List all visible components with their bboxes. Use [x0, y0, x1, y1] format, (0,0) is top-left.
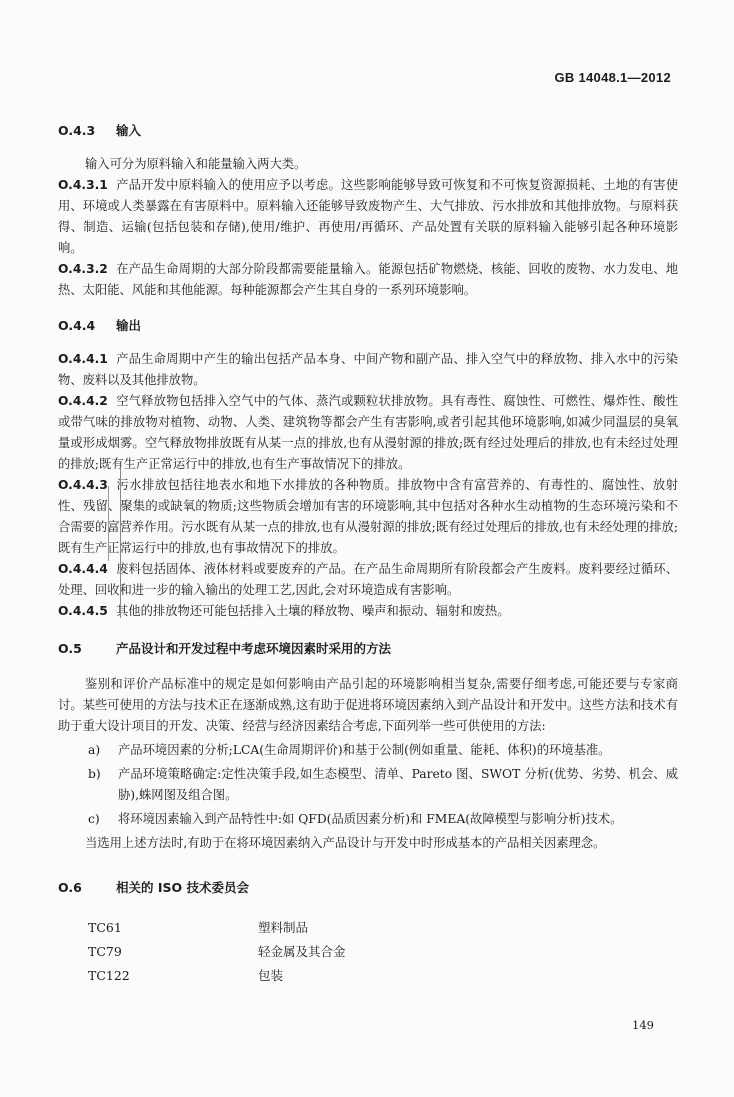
clause-text: 空气释放物包括排入空气中的气体、蒸汽或颗粒状排放物。具有毒性、腐蚀性、可燃性、爆炸性、酸性或带气味的排放物对植物、动物、人类、建筑物等都会产生有害影响,或者引起其他环境影响,如减少同温层的臭氧量或形成烟雾。空气释放物排放既有从某一点的排放,也有从漫射源的排放;既有经过处理后的排放,也有未经过处理的排放;既有生产正常运行中的排放,也有生产事故情况下的排放。	[58, 394, 678, 471]
clause-text: 其他的排放物还可能包括排入土壤的释放物、噪声和振动、辐射和废热。	[116, 604, 510, 618]
clause-text: 在产品生命周期的大部分阶段都需要能量输入。能源包括矿物燃烧、核能、回收的废物、水力发电、地热、太阳能、风能和其他能源。每种能源都会产生其自身的一系列环境影响。	[58, 262, 678, 297]
clause-0-4-3-2	[58, 259, 678, 301]
committee-name: 轻金属及其合金	[258, 944, 346, 959]
clause-0-4-4-1	[58, 349, 678, 391]
page-content	[58, 118, 678, 988]
committee-name: 包装	[258, 968, 284, 983]
section-heading-0-4-4	[58, 316, 678, 334]
section-title: 输入	[116, 123, 142, 138]
scan-mark-line	[108, 486, 109, 561]
section-title: 产品设计和开发过程中考虑环境因素时采用的方法	[116, 641, 392, 656]
paragraph: 输入可分为原料输入和能量输入两大类。	[85, 157, 307, 171]
clause-number: O.4.4.4	[58, 562, 108, 576]
clause-number: O.4.3.1	[58, 178, 108, 192]
page-number: 149	[632, 1018, 654, 1032]
list-marker: a)	[88, 743, 101, 757]
clause-text: 产品生命周期中产生的输出包括产品本身、中间产物和副产品、排入空气中的释放物、排入水中的污染物、废料以及其他排放物。	[58, 352, 678, 387]
section-number: O.4.4	[58, 318, 96, 333]
committee-row	[88, 940, 678, 964]
clause-0-4-3-1	[58, 175, 678, 259]
section-number: O.6	[58, 880, 82, 895]
clause-text: 产品开发中原料输入的使用应予以考虑。这些影响能够导致可恢复和不可恢复资源损耗、土地的有害使用、环境或人类暴露在有害原料中。原料输入还能够导致废物产生、大气排放、污水排放和其他排放物。与原料获得、制造、运输(包括包装和存储),使用/维护、再使用/再循环、产品处置有关联的原料输入能够引起各种环境影响。	[58, 178, 678, 255]
committee-row	[88, 916, 678, 940]
committee-code: TC79	[88, 944, 122, 959]
clause-text: 污水排放包括往地表水和地下水排放的各种物质。排放物中含有富营养的、有毒性的、腐蚀性、放射性、残留、聚集的或缺氧的物质;这些物质会增加有害的环境影响,其中包括对各种水生动植物的生态环境污染和不合需要的富营养作用。污水既有从某一点的排放,也有从漫射源的排放;既有经过处理后的排放,也有未经处理的排放;既有生产正常运行中的排放,也有事故情况下的排放。	[58, 478, 678, 555]
section-number: O.5	[58, 641, 82, 656]
clause-number: O.4.4.1	[58, 352, 108, 366]
clause-0-4-4-3	[58, 475, 678, 559]
list-item	[58, 764, 678, 806]
section-heading-0-6	[58, 878, 678, 896]
committee-row	[88, 964, 678, 988]
paragraph: 鉴别和评价产品标准中的规定是如何影响由产品引起的环境影响相当复杂,需要仔细考虑,可能还要与专家商讨。某些可使用的方法与技术正在逐渐成熟,这有助于促进将环境因素纳入到产品设计和开发中。这些方法和技术有助于重大设计项目的开发、决策、经营与经济因素结合考虑,下面列举一些可供使用的方法:	[58, 677, 678, 733]
clause-0-4-4-5	[58, 601, 678, 622]
clause-number: O.4.4.3	[58, 478, 108, 492]
list-item	[58, 740, 678, 761]
iso-committee-list	[88, 916, 678, 988]
clause-number: O.4.4.2	[58, 394, 108, 408]
list-marker: c)	[88, 812, 100, 826]
section-heading-0-4-3	[58, 121, 678, 139]
list-marker: b)	[88, 767, 101, 781]
clause-0-4-4-4	[58, 559, 678, 601]
list-item	[58, 809, 678, 830]
scan-mark-line	[120, 468, 121, 618]
list-text: 将环境因素输入到产品特性中:如 QFD(品质因素分析)和 FMEA(故障模型与影响分析)技术。	[118, 812, 623, 826]
section-number: O.4.3	[58, 123, 96, 138]
clause-number: O.4.4.5	[58, 604, 108, 618]
standard-code: GB 14048.1—2012	[554, 70, 671, 85]
section-heading-0-5	[58, 639, 678, 657]
section-title: 相关的 ISO 技术委员会	[116, 880, 249, 895]
section-title: 输出	[116, 318, 142, 333]
clause-0-4-4-2	[58, 391, 678, 475]
clause-text: 废料包括固体、液体材料或要废弃的产品。在产品生命周期所有阶段都会产生废料。废料要经过循环、处理、回收和进一步的输入输出的处理工艺,因此,会对环境造成有害影响。	[58, 562, 678, 597]
list-text: 产品环境策略确定:定性决策手段,如生态模型、清单、Pareto 图、SWOT 分析(优势、劣势、机会、威胁),蛛网图及组合图。	[118, 767, 678, 802]
clause-number: O.4.3.2	[58, 262, 108, 276]
paragraph: 当选用上述方法时,有助于在将环境因素纳入产品设计与开发中时形成基本的产品相关因素理念。	[85, 836, 606, 850]
committee-name: 塑料制品	[258, 920, 309, 935]
list-text: 产品环境因素的分析;LCA(生命周期评价)和基于公制(例如重量、能耗、体积)的环境基准。	[118, 743, 611, 757]
committee-code: TC122	[88, 968, 130, 983]
committee-code: TC61	[88, 920, 122, 935]
